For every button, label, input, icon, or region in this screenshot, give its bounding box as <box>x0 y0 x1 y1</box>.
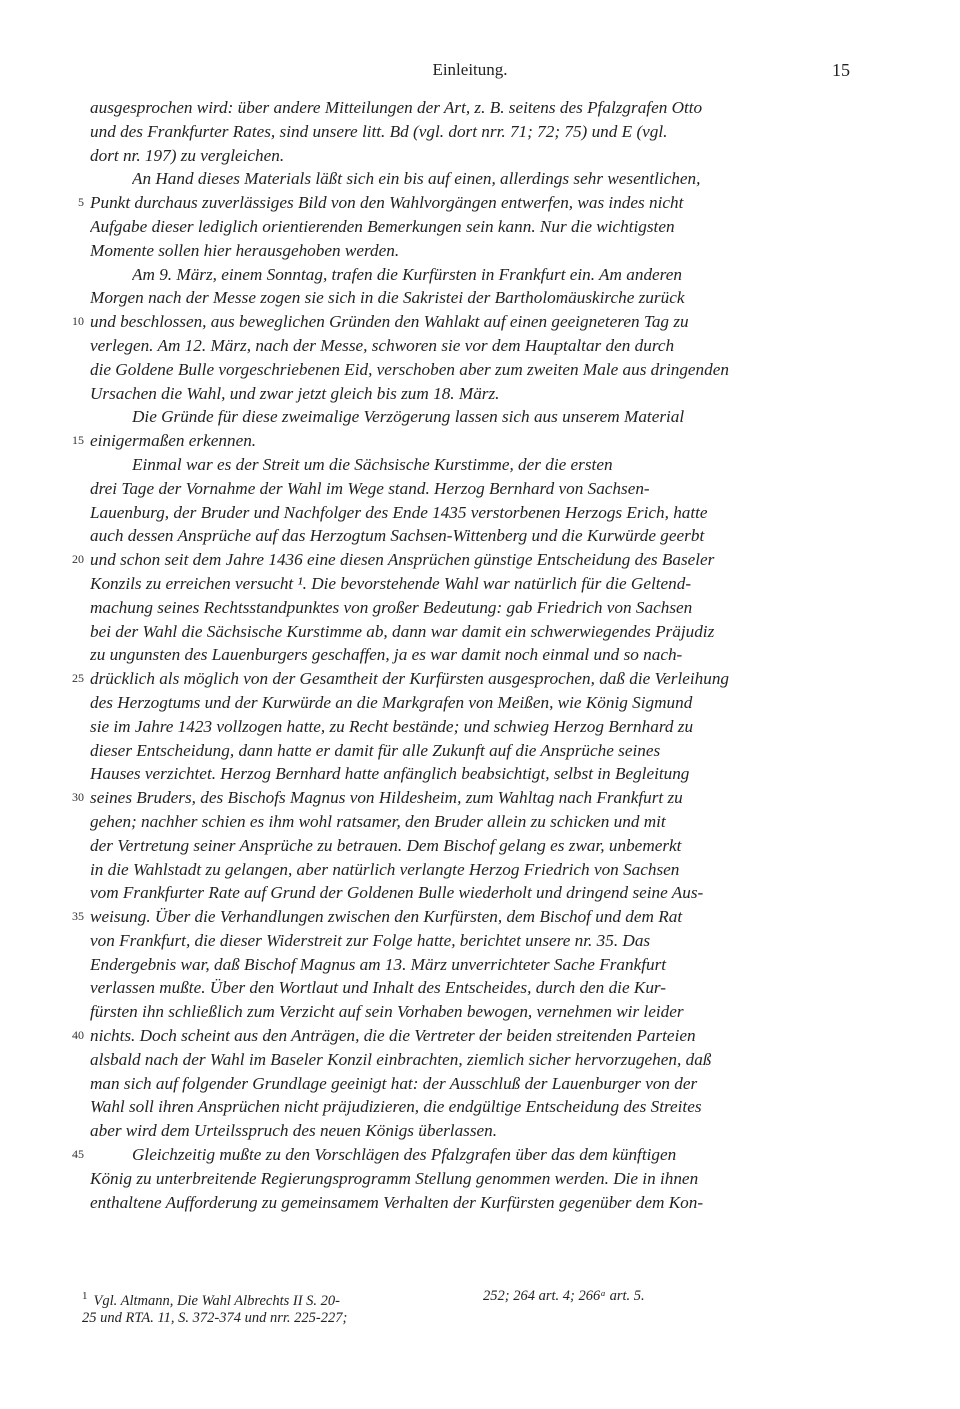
line-text: Gleichzeitig mußte zu den Vorschlägen des Pfalzgrafen über das dem künftigen <box>132 1145 677 1165</box>
footnote-column-left <box>82 1285 462 1329</box>
text-line <box>0 739 960 763</box>
line-text: und beschlossen, aus beweglichen Gründen den Wahlakt auf einen geeigneteren Tag zu <box>90 312 689 332</box>
line-number: 25 <box>72 671 84 686</box>
line-text: und des Frankfurter Rates, sind unsere litt. Bd (vgl. dort nrr. 71; 72; 75) und E (vgl. <box>90 121 668 141</box>
line-text: An Hand dieses Materials läßt sich ein bis auf einen, allerdings sehr wesentlichen, <box>132 169 701 189</box>
line-text: Lauenburg, der Bruder und Nachfolger des Ende 1435 verstorbenen Herzogs Erich, hatte <box>90 502 708 522</box>
line-text: verlegen. Am 12. März, nach der Messe, schworen sie vor dem Hauptaltar den durch <box>90 335 675 355</box>
text-line <box>0 215 960 239</box>
text-line <box>0 167 960 191</box>
text-line <box>0 786 960 810</box>
line-text: Am 9. März, einem Sonntag, trafen die Kurfürsten in Frankfurt ein. Am anderen <box>132 264 682 284</box>
footnote-text: Vgl. Altmann, Die Wahl Albrechts II S. 20- <box>93 1292 340 1309</box>
line-text: Einmal war es der Streit um die Sächsische Kurstimme, der die ersten <box>132 454 613 474</box>
text-line <box>0 1000 960 1024</box>
line-text: man sich auf folgender Grundlage geeinigt hat: der Ausschluß der Lauenburger von der <box>90 1073 698 1093</box>
text-line <box>0 762 960 786</box>
line-text: Wahl soll ihren Ansprüchen nicht präjudizieren, die endgültige Entscheidung des Streites <box>90 1097 702 1117</box>
line-text: die Goldene Bulle vorgeschriebenen Eid, verschoben aber zum zweiten Male aus dringenden <box>90 359 729 379</box>
line-text: fürsten ihn schließlich zum Verzicht auf sein Vorhaben bewogen, vernehmen wir leider <box>90 1002 684 1022</box>
text-line <box>0 1024 960 1048</box>
line-text: bei der Wahl die Sächsische Kurstimme ab, dann war damit ein schwerwiegendes Präjudiz <box>90 621 715 641</box>
header-title: Einleitung. <box>432 60 508 79</box>
line-text: der Vertretung seiner Ansprüche zu betrauen. Dem Bischof gelang es zwar, unbemerkt <box>90 835 682 855</box>
line-text: drei Tage der Vornahme der Wahl im Wege stand. Herzog Bernhard von Sachsen- <box>90 478 650 498</box>
text-line <box>0 263 960 287</box>
line-number: 30 <box>72 790 84 805</box>
line-text: von Frankfurt, die dieser Widerstreit zur Folge hatte, berichtet unsere nr. 35. Das <box>90 930 651 950</box>
line-number: 20 <box>72 552 84 567</box>
line-number: 35 <box>72 909 84 924</box>
footnote-column-right <box>483 1285 863 1307</box>
line-text: König zu unterbreitende Regierungsprogramm Stellung genommen werden. Die in ihnen <box>90 1168 699 1188</box>
line-text: Die Gründe für diese zweimalige Verzögerung lassen sich aus unserem Material <box>132 407 685 427</box>
line-text: auch dessen Ansprüche auf das Herzogtum Sachsen-Wittenberg und die Kurwürde geerbt <box>90 526 705 546</box>
line-number: 40 <box>72 1028 84 1043</box>
footnote-line: 252; 264 art. 4; 266ᵃ art. 5. <box>483 1288 645 1304</box>
line-text: verlassen mußte. Über den Wortlaut und Inhalt des Entscheides, durch den die Kur- <box>90 978 666 998</box>
text-line <box>0 1167 960 1191</box>
text-line <box>0 929 960 953</box>
line-text: nichts. Doch scheint aus den Anträgen, die die Vertreter der beiden streitenden Parteien <box>90 1026 696 1046</box>
text-line <box>0 858 960 882</box>
running-header <box>90 60 850 88</box>
line-text: aber wird dem Urteilsspruch des neuen Königs überlassen. <box>90 1121 498 1141</box>
line-number: 5 <box>78 195 84 210</box>
line-text: weisung. Über die Verhandlungen zwischen den Kurfürsten, dem Bischof und dem Rat <box>90 907 683 927</box>
line-text: machung seines Rechtsstandpunktes von großer Bedeutung: gab Friedrich von Sachsen <box>90 597 693 617</box>
line-text: Momente sollen hier herausgehoben werden. <box>90 240 400 260</box>
line-text: Aufgabe dieser lediglich orientierenden Bemerkungen sein kann. Nur die wichtigsten <box>90 216 675 236</box>
line-text: Konzils zu erreichen versucht ¹. Die bevorstehende Wahl war natürlich für die Geltend- <box>90 573 692 593</box>
line-text: alsbald nach der Wahl im Baseler Konzil einbrachten, ziemlich sicher hervorzugehen, daß <box>90 1049 712 1069</box>
footnote-text: 25 und RTA. 11, S. 372-374 und nrr. 225-227; <box>82 1310 348 1326</box>
text-line <box>0 120 960 144</box>
line-text: Ursachen die Wahl, und zwar jetzt gleich bis zum 18. März. <box>90 383 500 403</box>
text-line <box>0 429 960 453</box>
text-line <box>0 643 960 667</box>
line-number: 15 <box>72 433 84 448</box>
text-line <box>0 96 960 120</box>
line-text: des Herzogtums und der Kurwürde an die Markgrafen von Meißen, wie König Sigmund <box>90 692 693 712</box>
text-line <box>0 715 960 739</box>
text-line <box>0 477 960 501</box>
text-line <box>0 572 960 596</box>
text-line <box>0 1048 960 1072</box>
line-text: dieser Entscheidung, dann hatte er damit für alle Zukunft auf die Ansprüche seines <box>90 740 661 760</box>
text-line <box>0 1119 960 1143</box>
body-text <box>0 96 960 1214</box>
text-line <box>0 1072 960 1096</box>
line-text: und schon seit dem Jahre 1436 eine diesen Ansprüchen günstige Entscheidung des Baseler <box>90 550 715 570</box>
text-line <box>0 1143 960 1167</box>
text-line <box>0 144 960 168</box>
text-line <box>0 1191 960 1215</box>
text-line <box>0 691 960 715</box>
text-line <box>0 239 960 263</box>
line-text: sie im Jahre 1423 vollzogen hatte, zu Recht bestände; und schwieg Herzog Bernhard zu <box>90 716 694 736</box>
text-line <box>0 334 960 358</box>
text-line <box>0 667 960 691</box>
page-number: 15 <box>832 60 850 80</box>
text-line <box>0 810 960 834</box>
text-line <box>0 286 960 310</box>
text-line <box>0 524 960 548</box>
text-line <box>0 976 960 1000</box>
text-line <box>0 953 960 977</box>
line-text: Endergebnis war, daß Bischof Magnus am 13. März unverrichteter Sache Frankfurt <box>90 954 667 974</box>
line-text: dort nr. 197) zu vergleichen. <box>90 145 285 165</box>
line-text: einigermaßen erkennen. <box>90 431 257 451</box>
text-line <box>0 548 960 572</box>
text-line <box>0 382 960 406</box>
line-number: 10 <box>72 314 84 329</box>
line-text: drücklich als möglich von der Gesamtheit der Kurfürsten ausgesprochen, daß die Verleihung <box>90 669 730 689</box>
text-line <box>0 405 960 429</box>
line-text: gehen; nachher schien es ihm wohl ratsamer, den Bruder allein zu schicken und mit <box>90 811 666 831</box>
line-text: Hauses verzichtet. Herzog Bernhard hatte anfänglich beabsichtigt, selbst in Begleitung <box>90 764 690 784</box>
line-text: enthaltene Aufforderung zu gemeinsamem Verhalten der Kurfürsten gegenüber dem Kon- <box>90 1192 704 1212</box>
line-text: zu ungunsten des Lauenburgers geschaffen, ja es war damit noch einmal und so nach- <box>90 645 683 665</box>
text-line <box>0 358 960 382</box>
text-line <box>0 501 960 525</box>
footnote-line <box>82 1307 462 1329</box>
footnote-marker: 1 <box>82 1290 88 1302</box>
text-line <box>0 191 960 215</box>
text-line <box>0 453 960 477</box>
text-line <box>0 620 960 644</box>
text-line <box>0 596 960 620</box>
footnote-line <box>82 1285 462 1307</box>
text-line <box>0 881 960 905</box>
line-text: vom Frankfurter Rate auf Grund der Goldenen Bulle wiederholt und dringend seine Aus- <box>90 883 704 903</box>
line-text: Morgen nach der Messe zogen sie sich in die Sakristei der Bartholomäuskirche zurück <box>90 288 685 308</box>
line-text: ausgesprochen wird: über andere Mitteilungen der Art, z. B. seitens des Pfalzgrafen Otto <box>90 98 703 117</box>
text-line <box>0 1095 960 1119</box>
line-text: in die Wahlstadt zu gelangen, aber natürlich verlangte Herzog Friedrich von Sachsen <box>90 859 680 879</box>
text-line <box>0 834 960 858</box>
text-line <box>0 310 960 334</box>
line-number: 45 <box>72 1147 84 1162</box>
text-line <box>0 905 960 929</box>
line-text: Punkt durchaus zuverlässiges Bild von den Wahlvorgängen entwerfen, was indes nicht <box>90 193 684 213</box>
line-text: seines Bruders, des Bischofs Magnus von Hildesheim, zum Wahltag nach Frankfurt zu <box>90 788 683 808</box>
